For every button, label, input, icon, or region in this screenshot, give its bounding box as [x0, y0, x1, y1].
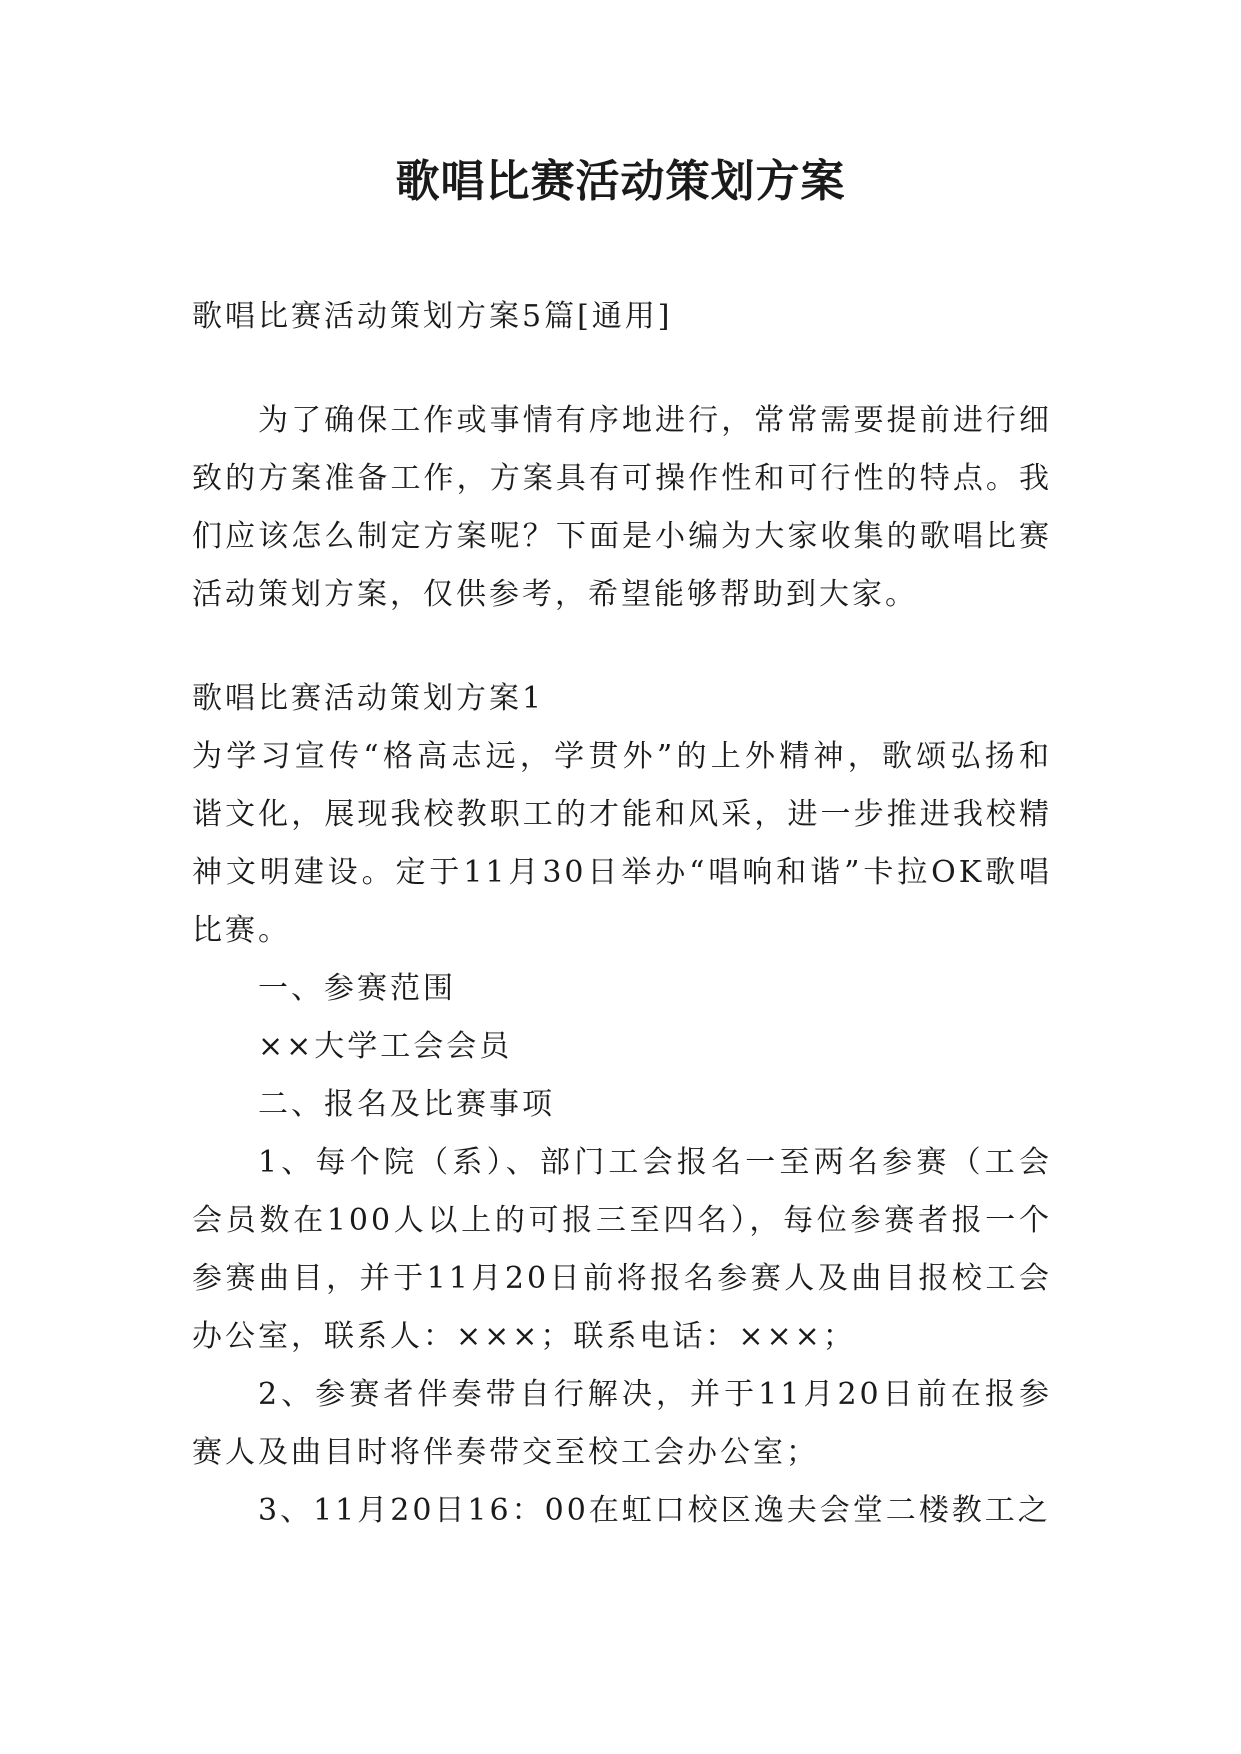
document-title: 歌唱比赛活动策划方案: [395, 156, 846, 207]
item-text-scope: ××大学工会会员: [258, 1029, 513, 1064]
intro-paragraph: 为了确保工作或事情有序地进行，常常需要提前进行细致的方案准备工作，方案具有可操作性和可行性的特点。我们应该怎么制定方案呢？下面是小编为大家收集的歌唱比赛活动策划方案，仅供参考，希望能够帮助到大家。: [192, 403, 1052, 612]
list-item: 3、11月20日16：00在虹口校区逸夫会堂二楼教工之: [258, 1493, 1051, 1528]
list-item: 1、每个院（系）、部门工会报名一至两名参赛（工会会员数在100人以上的可报三至四名），每位参赛者报一个参赛曲目，并于11月20日前将报名参赛人及曲目报校工会办公室，联系人：×××；联系电话：×××；: [192, 1145, 1052, 1354]
document-subtitle: 歌唱比赛活动策划方案5篇[通用]: [192, 299, 673, 334]
section-paragraph: 为学习宣传“格高志远，学贯外”的上外精神，歌颂弘扬和谐文化，展现我校教职工的才能和风采，进一步推进我校精神文明建设。定于11月30日举办“唱响和谐”卡拉OK歌唱比赛。: [192, 739, 1052, 948]
list-item: 2、参赛者伴奏带自行解决，并于11月20日前在报参赛人及曲目时将伴奏带交至校工会办公室；: [192, 1377, 1052, 1470]
document-body: [192, 288, 1052, 1540]
item-heading-registration: 二、报名及比赛事项: [258, 1087, 555, 1122]
section-heading: 歌唱比赛活动策划方案1: [192, 681, 545, 716]
item-heading-scope: 一、参赛范围: [258, 971, 456, 1006]
